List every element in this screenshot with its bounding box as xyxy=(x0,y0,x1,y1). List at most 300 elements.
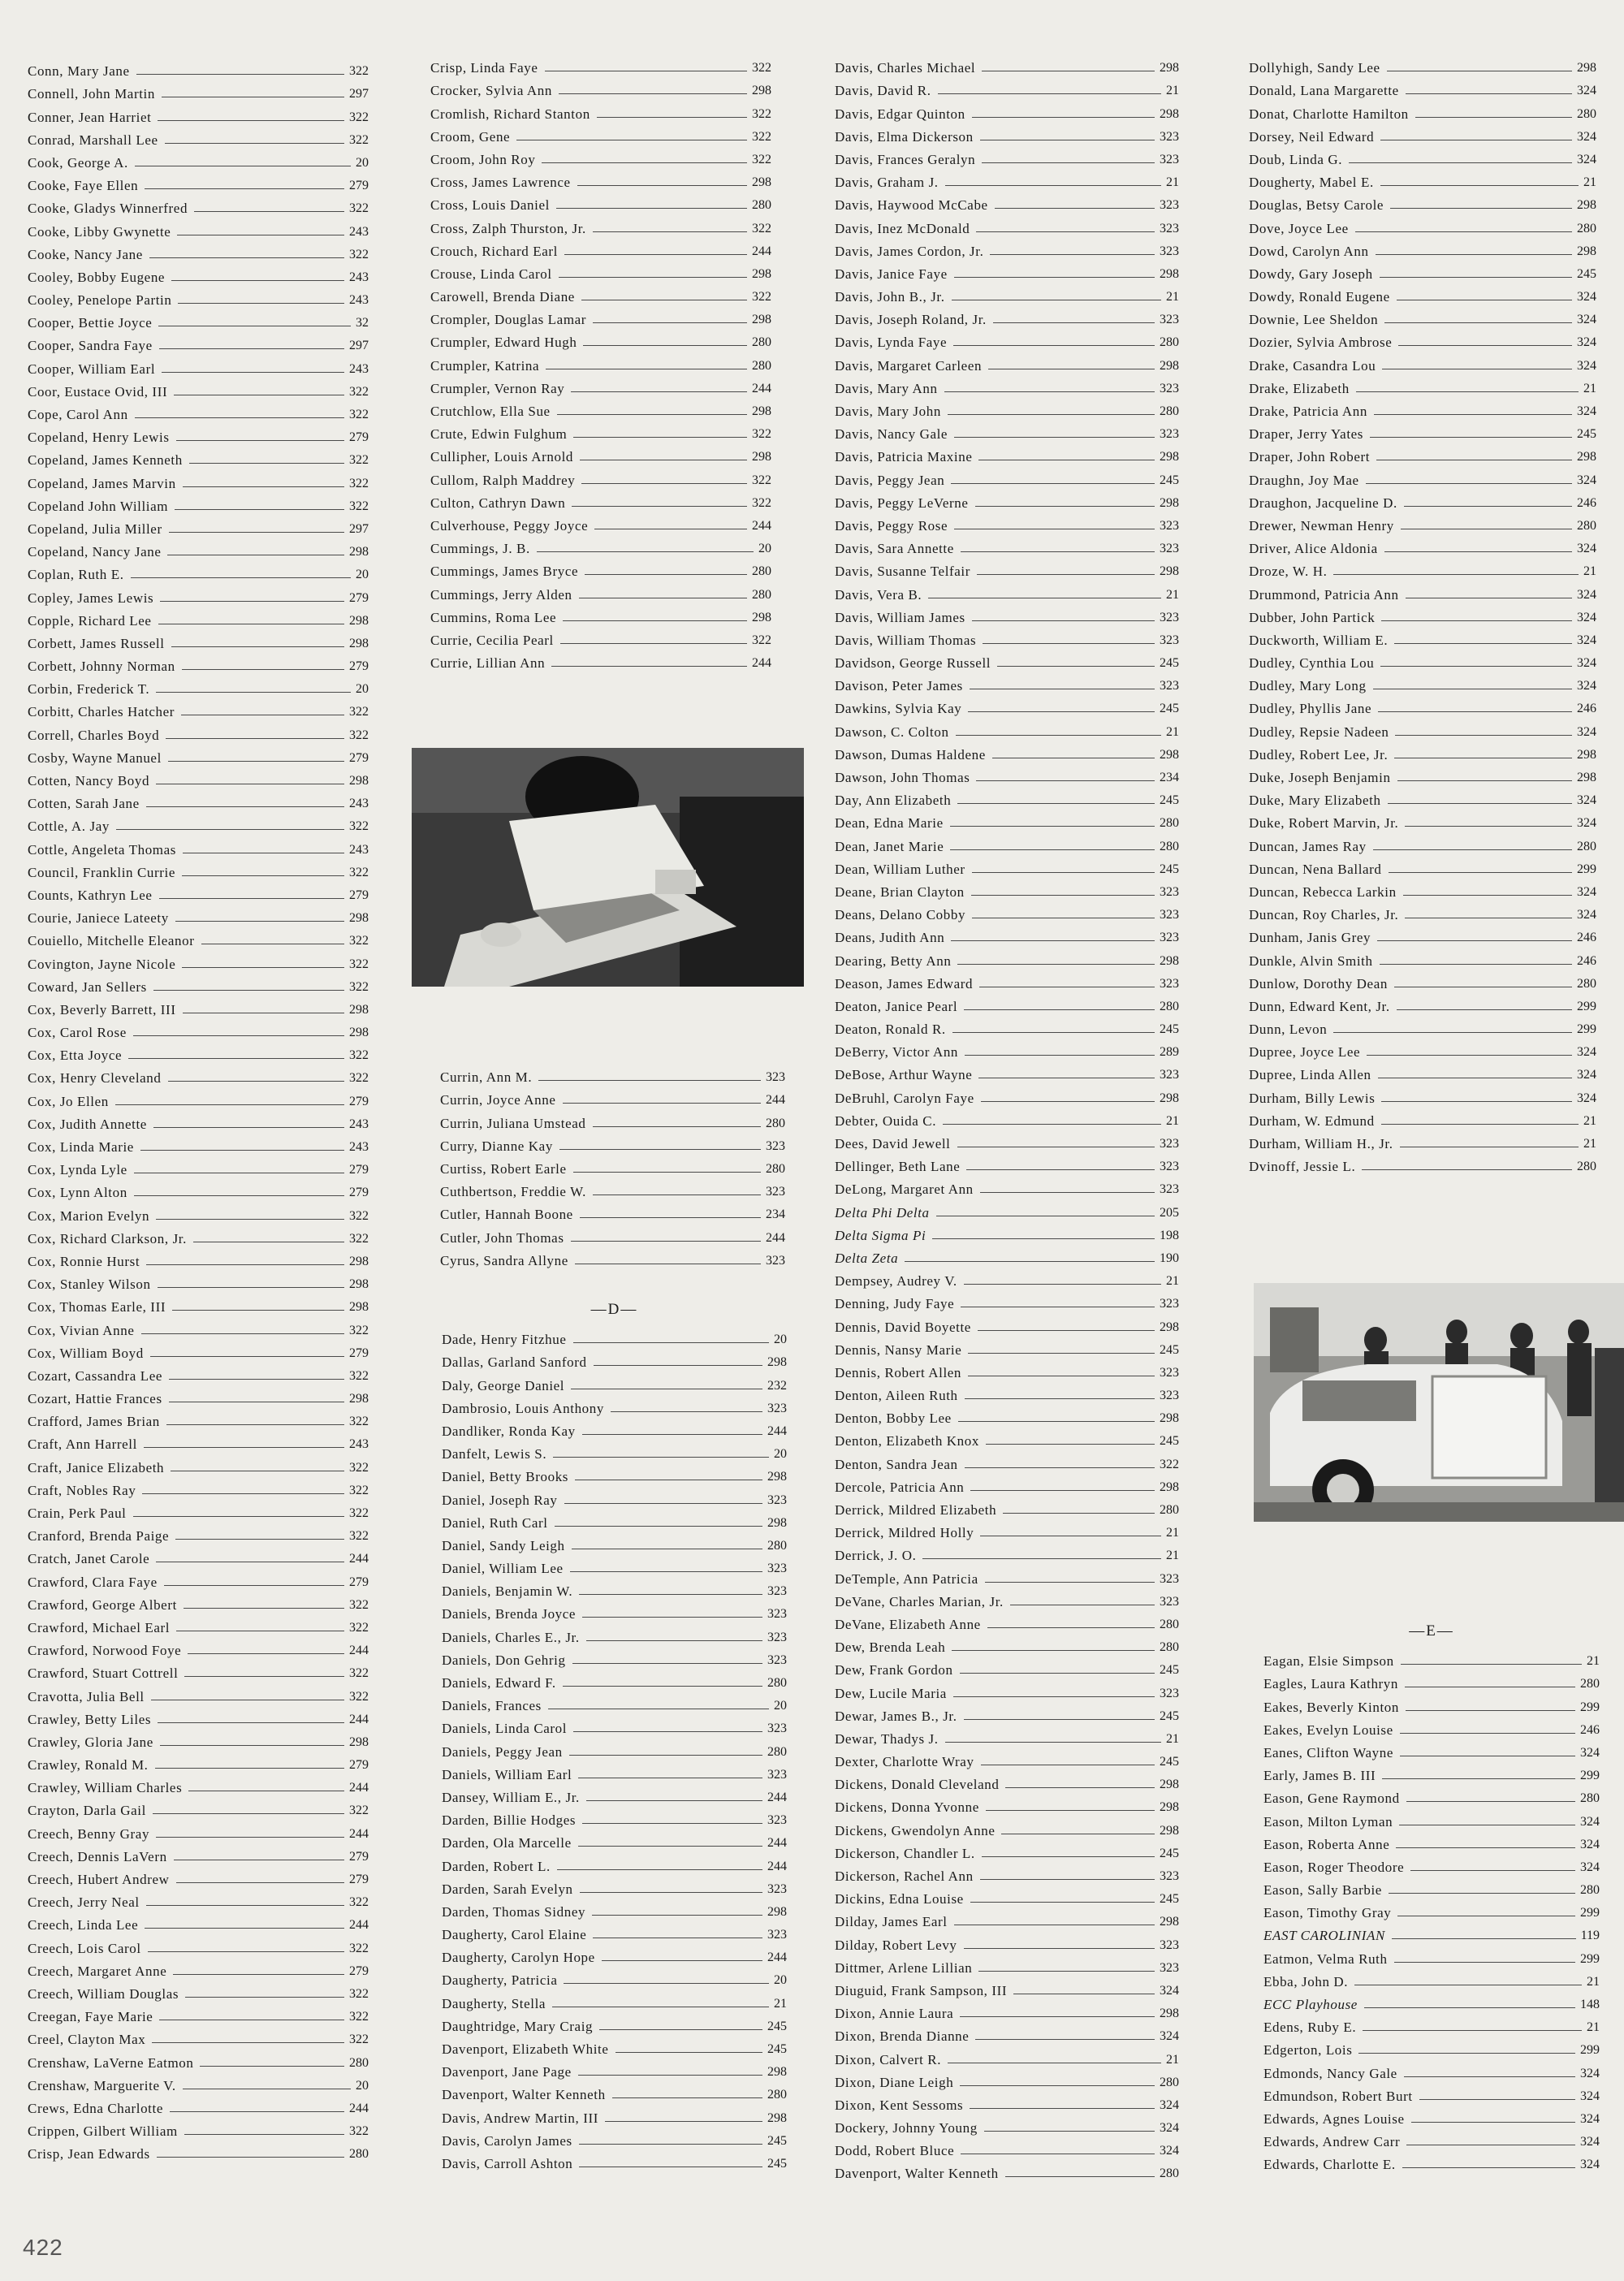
index-entry xyxy=(835,1999,1179,2022)
leader-line xyxy=(152,2042,344,2043)
index-entry xyxy=(28,1133,369,1156)
entry-name: Davis, Susanne Telfair xyxy=(835,564,971,580)
index-entry xyxy=(442,1669,787,1691)
entry-page-number: 322 xyxy=(349,1048,369,1063)
index-entry xyxy=(835,1198,1179,1220)
entry-list xyxy=(835,54,1179,2182)
entry-page-number: 322 xyxy=(752,221,771,235)
index-entry xyxy=(1249,99,1596,122)
entry-page-number: 298 xyxy=(1577,747,1596,762)
index-entry xyxy=(28,1453,369,1475)
leader-line xyxy=(537,551,754,552)
index-entry xyxy=(835,534,1179,557)
leader-line xyxy=(578,1846,762,1847)
entry-name: Davis, David R. xyxy=(835,83,931,99)
leader-line xyxy=(615,2052,762,2053)
entry-name: Dempsey, Audrey V. xyxy=(835,1273,957,1290)
index-entry xyxy=(1249,512,1596,534)
index-entry xyxy=(28,1819,369,1842)
leader-line xyxy=(611,1411,762,1412)
leader-line xyxy=(965,1055,1155,1056)
entry-name: Cravotta, Julia Bell xyxy=(28,1688,145,1704)
index-entry xyxy=(1263,2105,1600,2128)
index-entry xyxy=(28,2094,369,2117)
entry-name: Creech, Linda Lee xyxy=(28,1917,139,1933)
entry-page-number: 298 xyxy=(767,2065,787,2080)
index-entry xyxy=(835,191,1179,214)
leader-line xyxy=(156,1837,344,1838)
index-entry xyxy=(835,99,1179,122)
leader-line xyxy=(922,1558,1161,1559)
entry-name: Davis, Nancy Gale xyxy=(835,426,948,443)
entry-name: Cooley, Penelope Partin xyxy=(28,292,172,309)
entry-page-number: 323 xyxy=(1160,1938,1179,1952)
index-entry xyxy=(835,901,1179,923)
index-entry xyxy=(1249,443,1596,465)
entry-page-number: 21 xyxy=(1166,175,1179,190)
leader-line xyxy=(1374,414,1572,415)
entry-name: Drake, Patricia Ann xyxy=(1249,404,1367,419)
index-entry xyxy=(28,1567,369,1590)
entry-page-number: 234 xyxy=(1160,771,1179,784)
entry-name: Crompler, Douglas Lamar xyxy=(430,312,587,328)
index-entry xyxy=(430,649,771,672)
entry-page-number: 280 xyxy=(1160,404,1179,418)
index-entry xyxy=(28,1064,369,1086)
index-entry xyxy=(1263,2082,1600,2105)
entry-name: Cuthbertson, Freddie W. xyxy=(440,1184,587,1200)
entry-name: Edgerton, Lois xyxy=(1263,2042,1353,2059)
entry-page-number: 323 xyxy=(767,1584,787,1599)
index-entry xyxy=(442,1691,787,1714)
index-entry xyxy=(1249,786,1596,809)
entry-page-number: 323 xyxy=(1160,1594,1179,1609)
leader-line xyxy=(175,921,344,922)
index-entry xyxy=(835,2091,1179,2114)
entry-page-number: 298 xyxy=(1577,771,1596,784)
index-entry xyxy=(442,1943,787,1966)
entry-name: Duke, Joseph Benjamin xyxy=(1249,770,1391,785)
leader-line xyxy=(128,1058,344,1059)
index-entry xyxy=(28,1682,369,1704)
entry-page-number: 245 xyxy=(1160,473,1179,487)
leader-line xyxy=(194,211,344,212)
entry-page-number: 322 xyxy=(349,408,369,421)
entry-name: Danfelt, Lewis S. xyxy=(442,1446,547,1462)
index-entry xyxy=(440,1246,785,1269)
entry-name: Daniels, Edward F. xyxy=(442,1675,556,1691)
index-entry xyxy=(430,626,771,649)
entry-page-number: 324 xyxy=(1577,656,1596,671)
entry-page-number: 298 xyxy=(767,2110,787,2125)
entry-name: Curry, Dianne Kay xyxy=(440,1138,553,1154)
leader-line xyxy=(970,1490,1155,1491)
index-entry xyxy=(1249,237,1596,260)
index-entry xyxy=(28,538,369,560)
entry-name: Davis, Peggy Jean xyxy=(835,472,945,488)
index-entry xyxy=(442,1966,787,1989)
entry-page-number: 280 xyxy=(349,2147,369,2162)
leader-line xyxy=(166,1424,344,1425)
leader-line xyxy=(1370,437,1572,438)
entry-name: Davis, William Thomas xyxy=(835,632,977,648)
entry-page-number: 322 xyxy=(349,1986,369,2001)
entry-name: Dorsey, Neil Edward xyxy=(1249,128,1375,145)
leader-line xyxy=(599,2029,762,2030)
index-entry xyxy=(28,1659,369,1682)
index-entry xyxy=(835,1061,1179,1083)
entry-page-number: 322 xyxy=(349,728,369,742)
entry-name: Davenport, Jane Page xyxy=(442,2064,572,2080)
entry-name: Dickens, Donna Yvonne xyxy=(835,1799,979,1816)
entry-page-number: 323 xyxy=(1160,198,1179,213)
leader-line xyxy=(1397,780,1572,781)
entry-page-number: 322 xyxy=(752,129,771,144)
leader-line xyxy=(960,2085,1155,2086)
entry-name: Correll, Charles Boyd xyxy=(28,727,160,743)
entry-page-number: 323 xyxy=(1160,244,1179,258)
entry-name: Cutler, John Thomas xyxy=(440,1229,564,1246)
entry-name: Davis, Inez McDonald xyxy=(835,220,970,236)
index-entry xyxy=(1249,1038,1596,1061)
entry-page-number: 279 xyxy=(349,590,369,605)
entry-name: Edmundson, Robert Burt xyxy=(1263,2088,1413,2104)
entry-name: Dickerson, Rachel Ann xyxy=(835,1868,974,1884)
entry-name: Diuguid, Frank Sampson, III xyxy=(835,1982,1008,1998)
index-entry xyxy=(28,1773,369,1796)
entry-name: Downie, Lee Sheldon xyxy=(1249,312,1379,328)
index-entry xyxy=(835,1038,1179,1061)
entry-page-number: 323 xyxy=(1160,129,1179,144)
index-entry xyxy=(1249,649,1596,672)
leader-line xyxy=(573,1342,770,1343)
entry-name: Dodd, Robert Bluce xyxy=(835,2143,955,2159)
entry-name: Duncan, Roy Charles, Jr. xyxy=(1249,907,1399,923)
section-heading: —E— xyxy=(1409,1622,1454,1639)
entry-name: Crocker, Sylvia Ann xyxy=(430,83,553,99)
entry-name: Eatmon, Velma Ruth xyxy=(1263,1951,1388,1967)
entry-name: Durham, Billy Lewis xyxy=(1249,1090,1376,1106)
index-entry xyxy=(835,1152,1179,1175)
index-column-3 xyxy=(835,54,1179,2182)
index-entry xyxy=(430,283,771,305)
index-entry xyxy=(1263,1968,1600,1990)
entry-page-number: 243 xyxy=(349,270,369,284)
leader-line xyxy=(185,1997,344,1998)
leader-line xyxy=(573,1731,762,1732)
index-entry xyxy=(835,1130,1179,1152)
entry-name: Davis, James Cordon, Jr. xyxy=(835,243,984,259)
index-entry xyxy=(835,1404,1179,1427)
entry-page-number: 280 xyxy=(1577,1160,1596,1174)
index-entry xyxy=(442,2149,787,2172)
entry-page-number: 298 xyxy=(752,266,771,281)
leader-line xyxy=(156,1219,344,1220)
leader-line xyxy=(964,1009,1155,1010)
index-entry xyxy=(28,1476,369,1499)
entry-name: Cooper, Bettie Joyce xyxy=(28,315,153,331)
index-entry xyxy=(430,420,771,443)
index-entry xyxy=(430,237,771,260)
entry-name: Cooley, Bobby Eugene xyxy=(28,269,166,285)
index-entry xyxy=(28,1225,369,1247)
entry-page-number: 21 xyxy=(1166,1274,1179,1289)
index-entry xyxy=(1249,741,1596,763)
leader-line xyxy=(160,601,344,602)
index-entry xyxy=(440,1086,785,1108)
entry-page-number: 246 xyxy=(1577,495,1596,510)
index-entry xyxy=(835,1312,1179,1335)
entry-page-number: 298 xyxy=(349,636,369,650)
entry-name: Currin, Ann M. xyxy=(440,1069,533,1086)
entry-name: Davis, Peggy LeVerne xyxy=(835,495,969,511)
entry-name: EAST CAROLINIAN xyxy=(1263,1928,1385,1944)
leader-line xyxy=(564,254,747,255)
index-entry xyxy=(440,1200,785,1223)
entry-name: Davis, Janice Faye xyxy=(835,266,948,282)
entry-name: Dambrosio, Louis Anthony xyxy=(442,1400,604,1416)
entry-page-number: 323 xyxy=(1160,518,1179,533)
entry-name: Crawford, Michael Earl xyxy=(28,1619,171,1635)
index-entry xyxy=(28,1499,369,1522)
entry-page-number: 298 xyxy=(767,1470,787,1484)
leader-line xyxy=(975,506,1155,507)
entry-name: Cooke, Nancy Jane xyxy=(28,246,143,262)
entry-name: Cummins, Roma Lee xyxy=(430,609,557,625)
entry-name: Dees, David Jewell xyxy=(835,1136,951,1151)
entry-name: Dennis, David Boyette xyxy=(835,1319,971,1335)
entry-name: Davis, Elma Dickerson xyxy=(835,128,974,145)
entry-name: Dade, Henry Fitzhue xyxy=(442,1332,567,1348)
entry-page-number: 244 xyxy=(767,1859,787,1873)
index-entry xyxy=(835,1541,1179,1564)
index-entry xyxy=(1249,54,1596,76)
entry-name: Cross, Louis Daniel xyxy=(430,197,550,214)
leader-line xyxy=(569,1755,762,1756)
entry-page-number: 322 xyxy=(752,290,771,305)
leader-line xyxy=(1381,620,1572,621)
entry-name: Cratch, Janet Carole xyxy=(28,1551,150,1567)
leader-line xyxy=(1401,1664,1582,1665)
index-entry xyxy=(835,2022,1179,2045)
entry-name: Cox, Jo Ellen xyxy=(28,1093,109,1109)
entry-page-number: 322 xyxy=(752,473,771,487)
entry-page-number: 21 xyxy=(1587,1654,1600,1669)
entry-page-number: 324 xyxy=(1160,2097,1179,2112)
index-entry xyxy=(835,626,1179,649)
entry-page-number: 299 xyxy=(1580,1700,1600,1714)
index-entry xyxy=(1249,672,1596,694)
entry-name: Darden, Thomas Sidney xyxy=(442,1903,586,1920)
leader-line xyxy=(578,2075,762,2076)
entry-page-number: 322 xyxy=(349,64,369,79)
index-entry xyxy=(835,1336,1179,1359)
entry-page-number: 20 xyxy=(774,1333,787,1347)
entry-name: Copeland, Henry Lewis xyxy=(28,430,170,446)
index-entry xyxy=(1263,1739,1600,1761)
entry-page-number: 298 xyxy=(349,1254,369,1268)
entry-name: Droze, W. H. xyxy=(1249,564,1328,580)
index-entry xyxy=(835,214,1179,236)
leader-line xyxy=(602,1960,762,1961)
entry-name: DeBruhl, Carolyn Faye xyxy=(835,1090,974,1106)
entry-name: Denton, Bobby Lee xyxy=(835,1411,952,1427)
index-entry xyxy=(835,1267,1179,1290)
photo-car-crowd-image xyxy=(1254,1283,1624,1522)
entry-page-number: 324 xyxy=(1577,724,1596,739)
index-entry xyxy=(28,1293,369,1315)
index-entry xyxy=(28,1933,369,1956)
entry-page-number: 322 xyxy=(349,247,369,261)
leader-line xyxy=(1396,1847,1575,1848)
leader-line xyxy=(971,895,1155,896)
entry-page-number: 322 xyxy=(349,1231,369,1246)
entry-page-number: 323 xyxy=(767,1493,787,1507)
entry-page-number: 298 xyxy=(1160,1800,1179,1815)
leader-line xyxy=(1380,185,1579,186)
entry-page-number: 244 xyxy=(767,1836,787,1851)
entry-name: Dixon, Kent Sessoms xyxy=(835,2097,964,2113)
entry-name: Dawson, Dumas Haldene xyxy=(835,746,986,762)
leader-line xyxy=(116,829,344,830)
entry-page-number: 21 xyxy=(1583,381,1596,395)
index-entry xyxy=(1263,1944,1600,1967)
entry-name: Culton, Cathryn Dawn xyxy=(430,495,566,511)
entry-page-number: 279 xyxy=(349,1094,369,1108)
entry-page-number: 323 xyxy=(1160,1297,1179,1311)
index-entry xyxy=(28,858,369,881)
entry-name: Coor, Eustace Ovid, III xyxy=(28,383,168,400)
entry-page-number: 279 xyxy=(349,1186,369,1200)
index-entry xyxy=(835,946,1179,969)
index-entry xyxy=(1249,328,1596,351)
index-entry xyxy=(835,694,1179,717)
leader-line xyxy=(188,1653,344,1654)
entry-name: Daniel, Ruth Carl xyxy=(442,1514,548,1531)
entry-page-number: 323 xyxy=(1160,1137,1179,1151)
entry-name: Davison, Peter James xyxy=(835,678,963,694)
index-entry xyxy=(430,168,771,191)
entry-name: Denning, Judy Faye xyxy=(835,1296,955,1312)
entry-page-number: 322 xyxy=(349,110,369,124)
entry-name: Derrick, Mildred Holly xyxy=(835,1525,974,1541)
entry-page-number: 298 xyxy=(1160,266,1179,281)
entry-page-number: 32 xyxy=(356,316,369,330)
entry-name: Crisp, Linda Faye xyxy=(430,60,538,76)
entry-page-number: 148 xyxy=(1580,1998,1600,2011)
entry-name: Dercole, Patricia Ann xyxy=(835,1479,965,1495)
entry-name: Dickerson, Chandler L. xyxy=(835,1845,975,1861)
index-entry xyxy=(430,214,771,236)
entry-page-number: 323 xyxy=(1160,1068,1179,1082)
entry-name: Cooke, Faye Ellen xyxy=(28,178,139,194)
entry-page-number: 324 xyxy=(1577,358,1596,373)
entry-page-number: 244 xyxy=(349,1644,369,1658)
leader-line xyxy=(594,1365,762,1366)
entry-page-number: 322 xyxy=(349,132,369,147)
index-entry xyxy=(440,1063,785,1086)
entry-name: Copeland, James Marvin xyxy=(28,475,176,491)
leader-line xyxy=(582,1617,762,1618)
entry-name: Couiello, Mitchelle Eleanor xyxy=(28,933,195,949)
entry-page-number: 322 xyxy=(349,1941,369,1955)
entry-name: Dansey, William E., Jr. xyxy=(442,1789,580,1805)
entry-name: Creech, Lois Carol xyxy=(28,1940,141,1956)
entry-page-number: 280 xyxy=(1160,1617,1179,1631)
entry-name: Creech, Benny Gray xyxy=(28,1825,150,1842)
entry-page-number: 21 xyxy=(1166,290,1179,305)
entry-name: Duncan, Nena Ballard xyxy=(1249,861,1382,877)
index-entry xyxy=(1263,1807,1600,1830)
entry-page-number: 324 xyxy=(1577,1068,1596,1082)
leader-line xyxy=(146,1264,344,1265)
leader-line xyxy=(981,1101,1155,1102)
entry-page-number: 324 xyxy=(1577,313,1596,327)
entry-name: Douglas, Betsy Carole xyxy=(1249,197,1384,214)
leader-line xyxy=(938,93,1161,94)
index-entry xyxy=(835,1862,1179,1885)
index-entry xyxy=(442,1348,787,1371)
entry-name: Creel, Clayton Max xyxy=(28,2032,146,2048)
entry-name: Eason, Roger Theodore xyxy=(1263,1859,1405,1875)
entry-name: Dowd, Carolyn Ann xyxy=(1249,243,1369,259)
entry-name: Dunlow, Dorothy Dean xyxy=(1249,975,1388,991)
leader-line xyxy=(579,1594,762,1595)
entry-name: Crenshaw, LaVerne Eatmon xyxy=(28,2054,194,2071)
leader-line xyxy=(1397,1009,1572,1010)
entry-page-number: 245 xyxy=(1160,862,1179,876)
entry-name: Daugherty, Carolyn Hope xyxy=(442,1950,595,1966)
entry-page-number: 322 xyxy=(349,1368,369,1383)
index-entry xyxy=(835,809,1179,832)
entry-page-number: 322 xyxy=(349,2124,369,2139)
entry-page-number: 279 xyxy=(349,1346,369,1360)
entry-page-number: 244 xyxy=(349,1712,369,1726)
leader-line xyxy=(982,1856,1155,1857)
entry-name: Draughon, Jacqueline D. xyxy=(1249,495,1397,511)
entry-page-number: 245 xyxy=(767,2133,787,2148)
entry-name: Cox, Beverly Barrett, III xyxy=(28,1001,176,1017)
index-entry xyxy=(430,99,771,122)
entry-page-number: 298 xyxy=(349,545,369,559)
entry-page-number: 21 xyxy=(1166,1526,1179,1540)
index-entry xyxy=(28,309,369,331)
entry-name: Copeland, Nancy Jane xyxy=(28,544,162,560)
leader-line xyxy=(182,875,344,876)
entry-page-number: 323 xyxy=(1160,1389,1179,1403)
entry-name: Currie, Lillian Ann xyxy=(430,655,546,672)
entry-page-number: 323 xyxy=(766,1253,785,1268)
entry-page-number: 280 xyxy=(1580,1791,1600,1806)
leader-line xyxy=(965,1398,1155,1399)
entry-page-number: 244 xyxy=(767,1790,787,1804)
index-entry xyxy=(28,927,369,949)
entry-page-number: 324 xyxy=(1577,129,1596,144)
index-entry xyxy=(835,992,1179,1015)
entry-name: Cox, Etta Joyce xyxy=(28,1048,123,1064)
entry-name: Croom, Gene xyxy=(430,128,511,145)
entry-page-number: 245 xyxy=(1160,1663,1179,1678)
entry-page-number: 21 xyxy=(1583,175,1596,190)
entry-page-number: 20 xyxy=(356,568,369,582)
entry-name: Davis, Sara Annette xyxy=(835,541,954,557)
entry-name: Dixon, Brenda Dianne xyxy=(835,2028,970,2045)
entry-name: DeVane, Elizabeth Anne xyxy=(835,1616,981,1632)
entry-page-number: 298 xyxy=(349,1026,369,1040)
photo-student-at-table xyxy=(412,748,804,987)
entry-page-number: 280 xyxy=(1160,2167,1179,2181)
entry-page-number: 323 xyxy=(1160,313,1179,327)
